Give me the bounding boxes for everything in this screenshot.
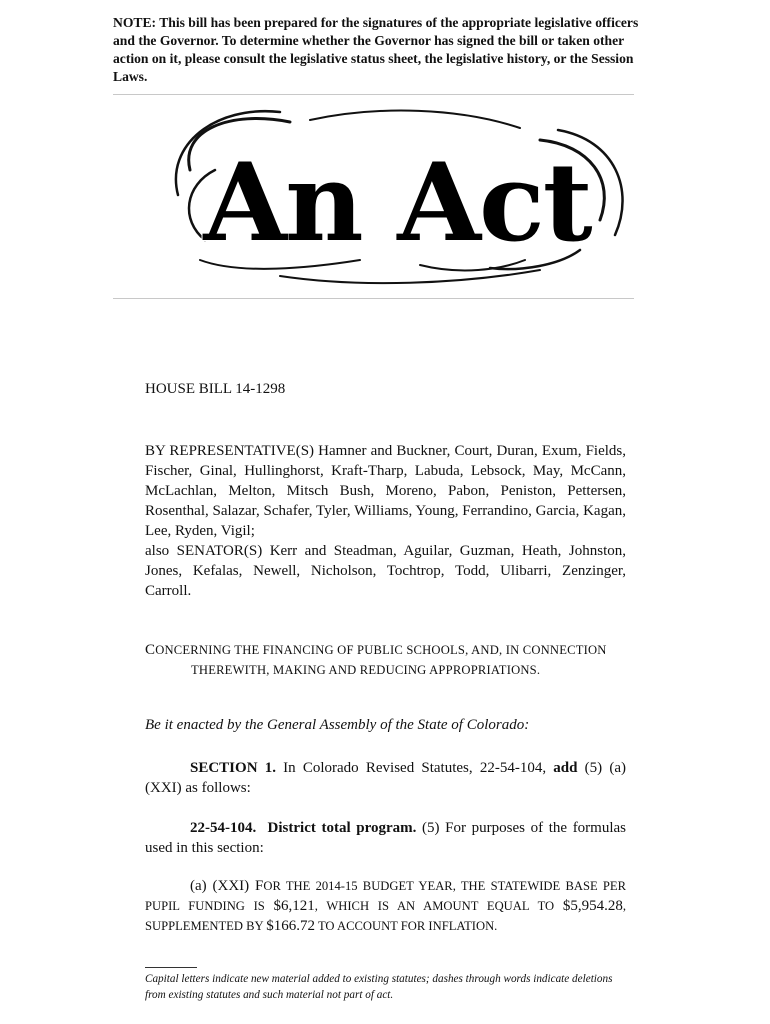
bill-title bbox=[145, 640, 626, 680]
statute-text: (5) For purposes of the formulas used in this section: bbox=[145, 820, 627, 856]
subsection-text-2: , WHICH IS AN AMOUNT EQUAL TO bbox=[314, 899, 563, 913]
inflation-amount: $166.72 bbox=[266, 918, 316, 934]
subsection-text-3: , SUPPLEMENTED BY bbox=[145, 899, 626, 933]
disclaimer-note: NOTE: This bill has been prepared for the signatures of the appropriate legislative officers and the Governor. To determine whether the Governor has signed the bill or taken other action on it, please consult the legislative status sheet, the legislative history, or the Session Laws. bbox=[113, 15, 639, 84]
title-line-1: ONCERNING THE FINANCING OF PUBLIC SCHOOLS, AND, IN CONNECTION bbox=[155, 643, 607, 657]
subsection-text-1: OR THE 2014-15 BUDGET YEAR, THE STATEWIDE BASE PER PUPIL FUNDING IS bbox=[145, 879, 626, 913]
section-1-add: add bbox=[553, 760, 578, 776]
statute-number: 22-54-104. bbox=[190, 820, 257, 836]
representatives-list: BY REPRESENTATIVE(S) Hamner and Buckner, Court, Duran, Exum, Fields, Fischer, Ginal, Hullinghorst, Kraft-Tharp, Labuda, Lebsock, May, McCann, McLachlan, Melton, Mitsch Bush, Moreno, Pabon, Peniston, Pettersen, Rosenthal, Salazar, Schafer, Tyler, Williams, Young, Ferrandino, Garcia, Kagan, Lee, Ryden, Vigil; bbox=[145, 443, 626, 539]
base-funding-amount: $6,121 bbox=[273, 898, 315, 914]
sponsors-block bbox=[145, 441, 626, 601]
section-1-heading: SECTION 1. bbox=[190, 760, 276, 776]
title-initial: C bbox=[145, 642, 156, 658]
statute-section bbox=[145, 818, 626, 858]
equal-amount: $5,954.28 bbox=[562, 898, 623, 914]
title-line-2: THEREWITH, MAKING AND REDUCING APPROPRIATIONS. bbox=[191, 663, 541, 677]
header-divider bbox=[113, 94, 634, 95]
footnote-divider bbox=[145, 967, 197, 968]
emblem-divider bbox=[113, 298, 634, 299]
subsection-label: (a) (XXI) bbox=[190, 878, 255, 894]
section-1-text: In Colorado Revised Statutes, 22-54-104, bbox=[275, 760, 554, 776]
footnote: Capital letters indicate new material added to existing statutes; dashes through words indicate deletions from existing statutes and such material not part of act. bbox=[145, 973, 613, 1001]
statute-title: District total program. bbox=[267, 820, 417, 836]
bill-number: HOUSE BILL 14-1298 bbox=[145, 381, 286, 397]
section-1-text-end: (5) (a) (XXI) as follows: bbox=[145, 760, 626, 796]
subsection-xxi bbox=[145, 876, 626, 936]
an-act-emblem bbox=[160, 100, 635, 292]
subsection-initial: F bbox=[255, 878, 264, 894]
enacting-clause: Be it enacted by the General Assembly of the State of Colorado: bbox=[145, 717, 530, 733]
senators-list: also SENATOR(S) Kerr and Steadman, Aguilar, Guzman, Heath, Johnston, Jones, Kefalas, Newell, Nicholson, Tochtrop, Todd, Ulibarri, Zenzinger, Carroll. bbox=[145, 543, 626, 599]
emblem-text: An Act bbox=[203, 140, 591, 266]
section-1 bbox=[145, 758, 626, 798]
subsection-text-4: TO ACCOUNT FOR INFLATION. bbox=[315, 919, 498, 933]
